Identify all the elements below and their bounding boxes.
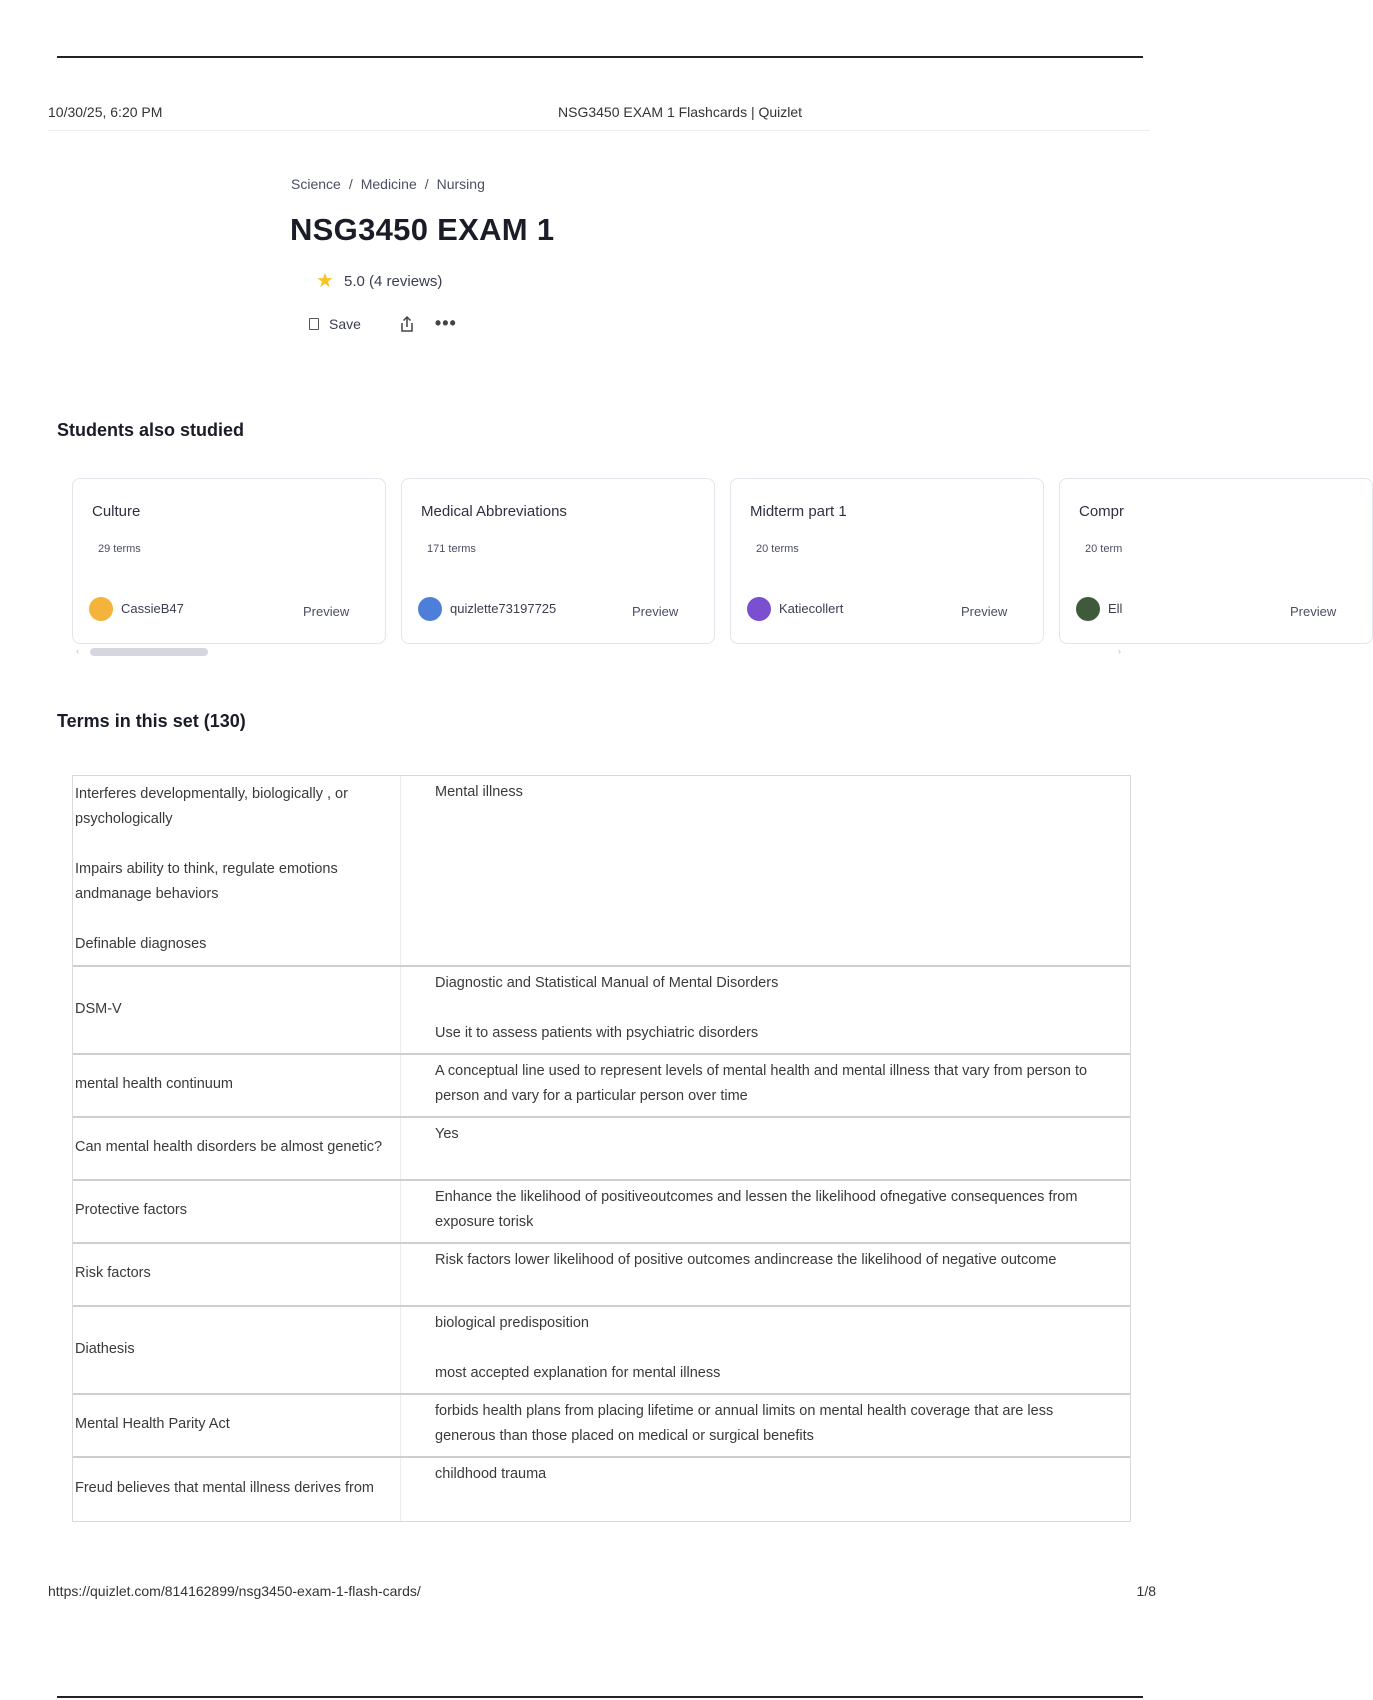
card-term-count: 20 term: [1085, 543, 1123, 555]
term-cell: DSM-V: [73, 967, 401, 1053]
term-cell: Diathesis: [73, 1307, 401, 1393]
card-username[interactable]: Ell: [1108, 601, 1123, 616]
term-cell: Interferes developmentally, biologically , or psychologically Impairs ability to think, regulate emotions andmanage behaviors Definable diagnoses: [73, 776, 401, 965]
terms-heading: Terms in this set (130): [57, 711, 246, 731]
breadcrumb: [291, 176, 485, 192]
star-icon: ★: [316, 270, 334, 292]
definition-cell: Yes: [435, 1126, 459, 1142]
table-row: [73, 1055, 1130, 1118]
term-cell: Risk factors: [73, 1244, 401, 1305]
terms-table: [72, 775, 1131, 1522]
more-options-button[interactable]: •••: [434, 313, 457, 333]
table-row: [73, 1395, 1130, 1458]
study-set-card[interactable]: [401, 478, 715, 644]
chevron-right-icon[interactable]: ›: [1118, 646, 1121, 656]
bookmark-icon: [309, 318, 319, 330]
table-row: [73, 1307, 1130, 1395]
avatar: [1076, 597, 1100, 621]
card-preview-button[interactable]: Preview: [303, 604, 350, 619]
breadcrumb-item-science[interactable]: Science: [291, 176, 341, 192]
card-set-name: Compr: [1079, 503, 1125, 520]
page-number: 1/8: [1136, 1583, 1156, 1599]
table-row: [73, 1118, 1130, 1181]
avatar: [89, 597, 113, 621]
card-preview-button[interactable]: Preview: [961, 604, 1008, 619]
term-cell: Protective factors: [73, 1181, 401, 1242]
also-studied-carousel: [72, 478, 1337, 644]
save-button[interactable]: [309, 316, 361, 332]
definition-cell: childhood trauma: [435, 1466, 547, 1482]
study-set-card[interactable]: [730, 478, 1044, 644]
set-actions: [309, 313, 457, 334]
share-icon[interactable]: [397, 314, 417, 334]
card-set-name: Culture: [92, 503, 141, 520]
avatar: [418, 597, 442, 621]
page-top-rule: [57, 56, 1143, 58]
card-set-name: Midterm part 1: [750, 503, 847, 520]
avatar: [747, 597, 771, 621]
term-cell: Mental Health Parity Act: [73, 1395, 401, 1456]
study-set-card[interactable]: [72, 478, 386, 644]
breadcrumb-item-nursing[interactable]: Nursing: [436, 176, 485, 192]
card-preview-button[interactable]: Preview: [632, 604, 679, 619]
card-set-name: Medical Abbreviations: [421, 503, 567, 520]
table-row: [73, 776, 1130, 967]
set-title: NSG3450 EXAM 1: [290, 212, 555, 247]
study-set-card[interactable]: [1059, 478, 1373, 644]
header-divider: [48, 130, 1150, 131]
print-header: [48, 104, 1158, 124]
definition-cell: Diagnostic and Statistical Manual of Mental Disorders Use it to assess patients with psychiatric disorders: [435, 975, 779, 1041]
definition-cell: Mental illness: [435, 784, 523, 800]
card-term-count: 20 terms: [756, 543, 799, 555]
table-row: [73, 1458, 1130, 1521]
card-username[interactable]: CassieB47: [121, 601, 184, 616]
chevron-left-icon[interactable]: ‹: [76, 646, 79, 656]
carousel-scrollbar[interactable]: [90, 648, 208, 656]
save-label: Save: [329, 315, 361, 332]
set-rating[interactable]: [316, 271, 442, 291]
breadcrumb-item-medicine[interactable]: Medicine: [360, 176, 417, 192]
breadcrumb-separator: /: [348, 176, 353, 192]
card-term-count: 29 terms: [98, 543, 141, 555]
rating-text: 5.0 (4 reviews): [344, 272, 443, 290]
students-also-studied-heading: Students also studied: [57, 420, 245, 440]
card-preview-button[interactable]: Preview: [1290, 604, 1337, 619]
definition-cell: Risk factors lower likelihood of positive outcomes andincrease the likelihood of negative outcome: [435, 1252, 1057, 1268]
definition-cell: Enhance the likelihood of positiveoutcomes and lessen the likelihood ofnegative consequences from exposure torisk: [435, 1189, 1078, 1230]
term-cell: Freud believes that mental illness derives from: [73, 1458, 401, 1521]
table-row: [73, 1244, 1130, 1307]
card-username[interactable]: Katiecollert: [779, 601, 844, 616]
card-term-count: 171 terms: [427, 543, 476, 555]
breadcrumb-separator: /: [424, 176, 429, 192]
definition-cell: biological predisposition most accepted explanation for mental illness: [435, 1315, 721, 1381]
definition-cell: A conceptual line used to represent levels of mental health and mental illness that vary from person to person and vary for a particular person over time: [435, 1063, 1088, 1104]
table-row: [73, 967, 1130, 1055]
print-url: https://quizlet.com/814162899/nsg3450-exam-1-flash-cards/: [48, 1583, 421, 1599]
page-bottom-rule: [57, 1696, 1143, 1698]
card-username[interactable]: quizlette73197725: [450, 601, 557, 616]
definition-cell: forbids health plans from placing lifetime or annual limits on mental health coverage that are less generous than those placed on medical or surgical benefits: [435, 1403, 1054, 1444]
term-cell: Can mental health disorders be almost genetic?: [73, 1118, 401, 1179]
print-doc-title: NSG3450 EXAM 1 Flashcards | Quizlet: [558, 104, 803, 120]
term-cell: mental health continuum: [73, 1055, 401, 1116]
print-datetime: 10/30/25, 6:20 PM: [48, 104, 163, 120]
table-row: [73, 1181, 1130, 1244]
